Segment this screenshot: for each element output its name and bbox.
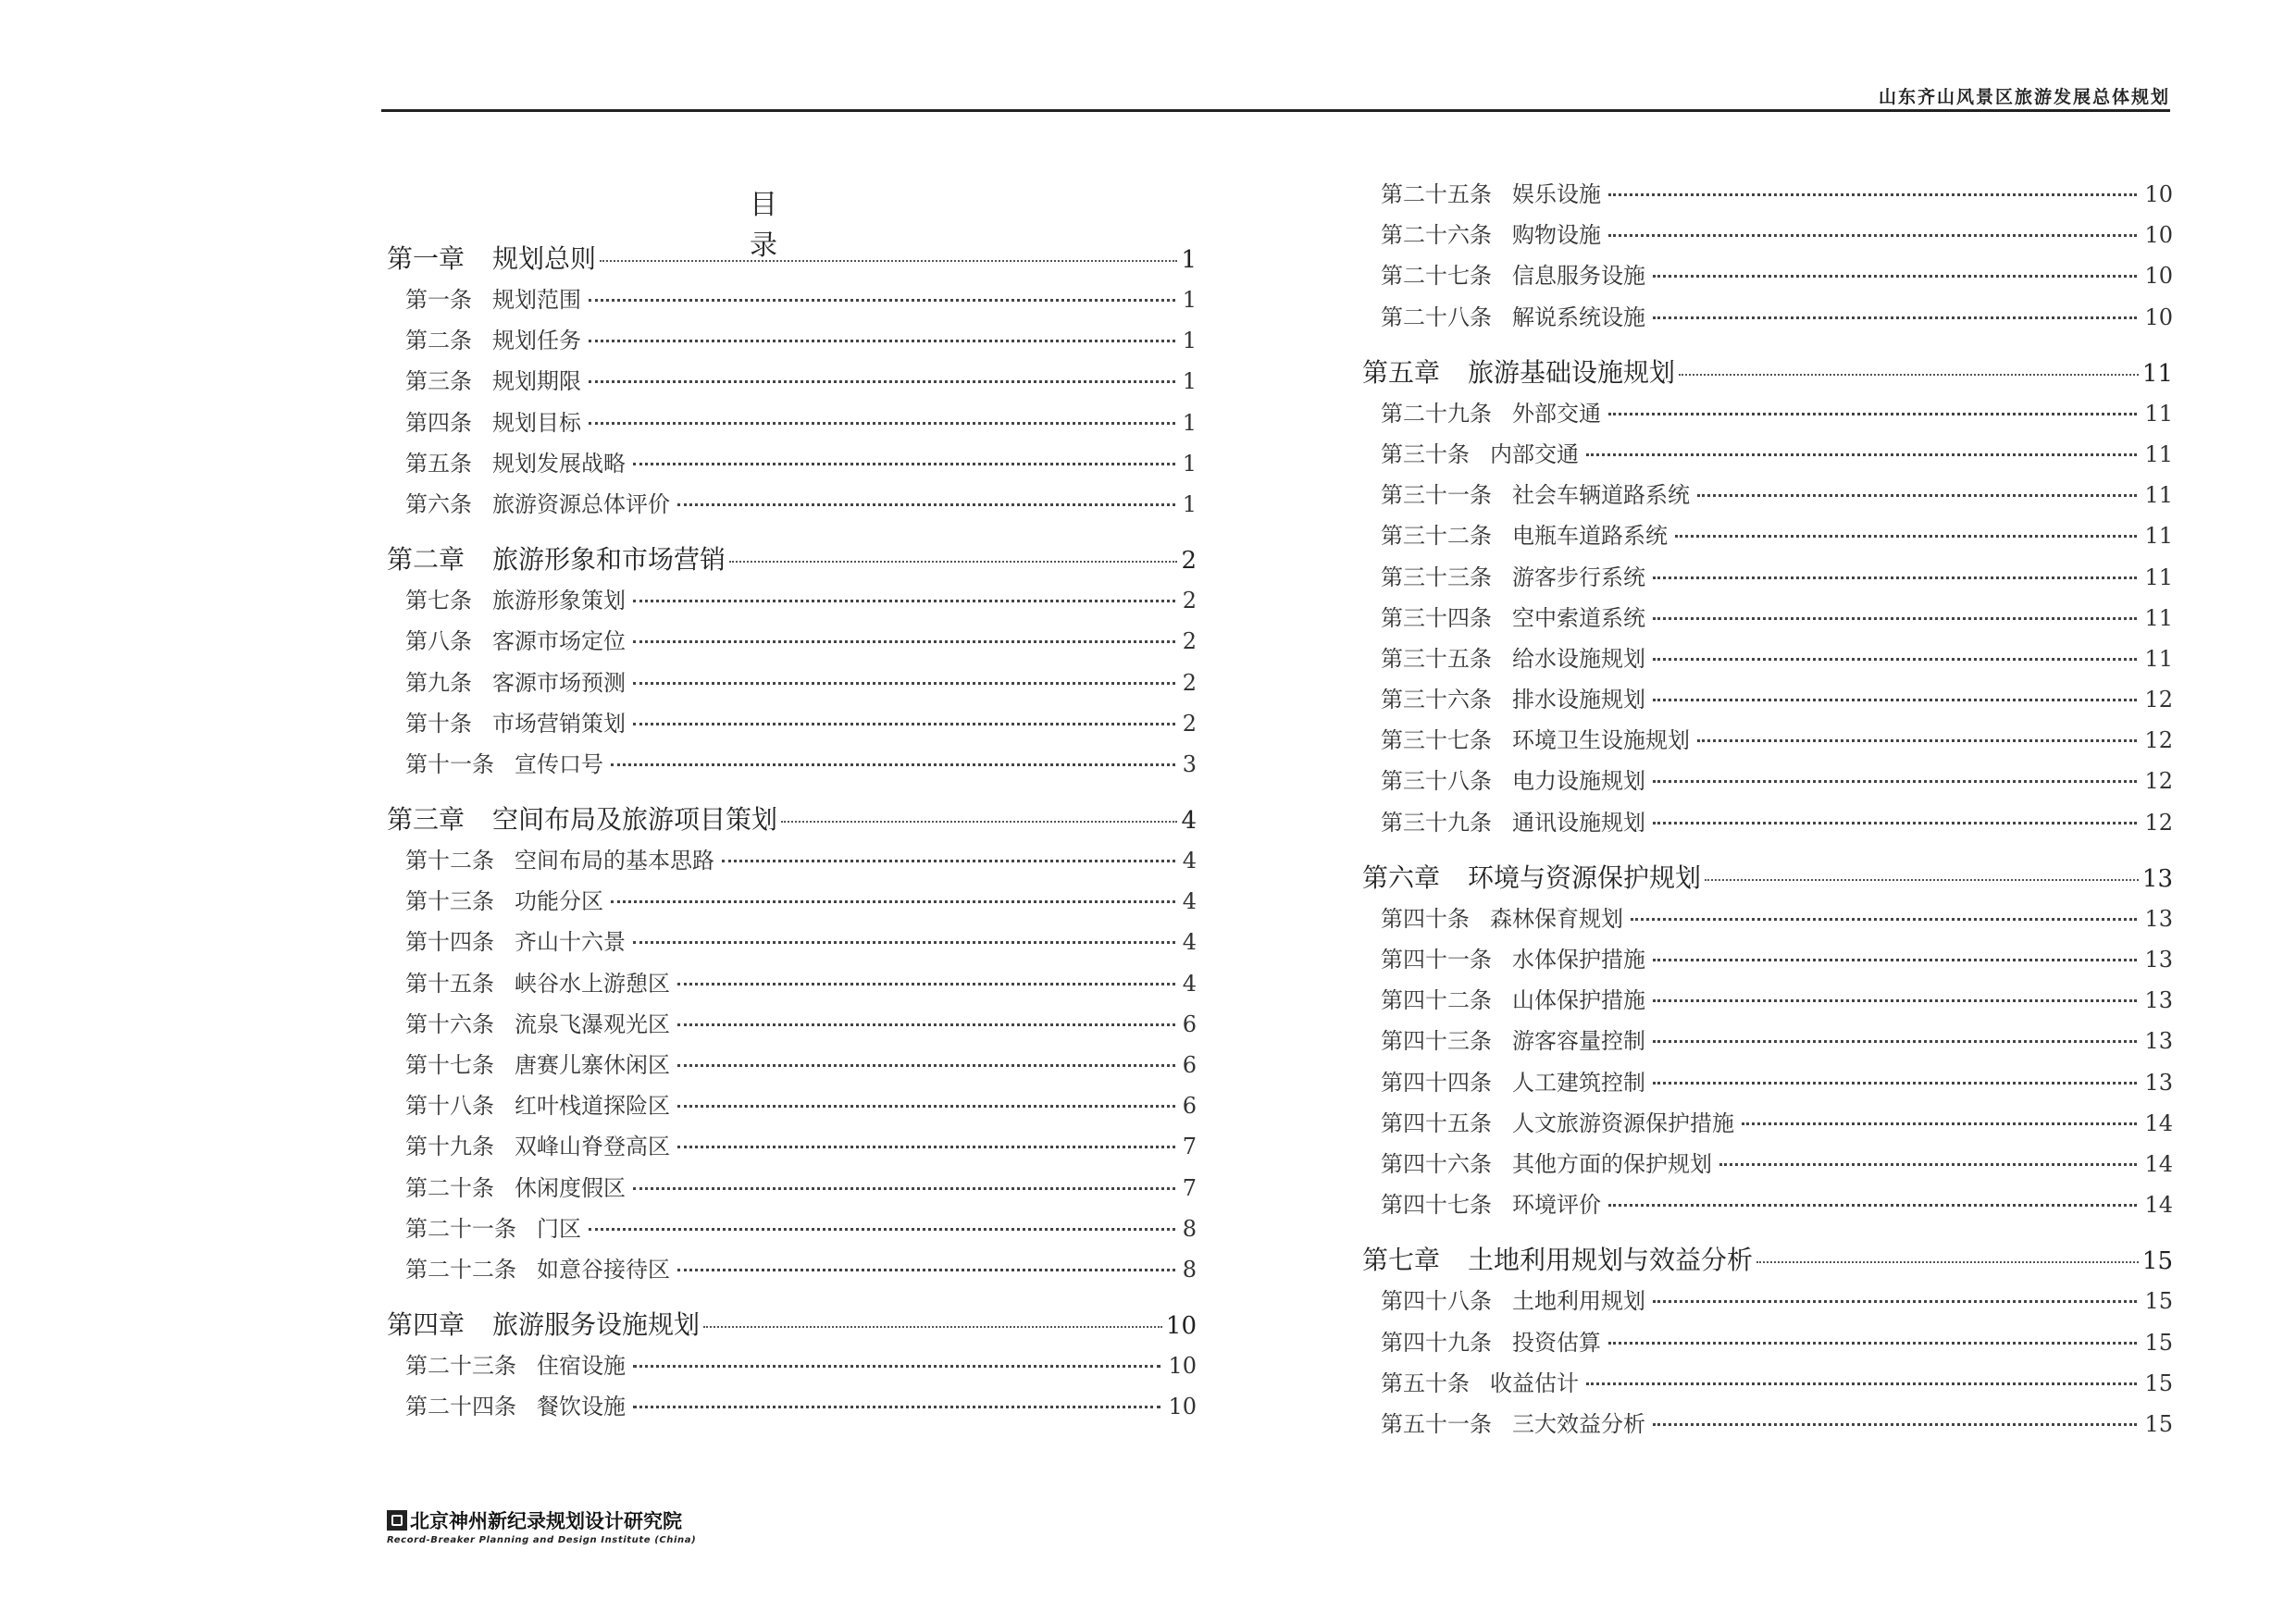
page-number: 1: [1182, 328, 1197, 354]
article-title: 水体保护措施: [1512, 947, 1645, 973]
toc-article-entry[interactable]: [1362, 1186, 2173, 1227]
page-number: 13: [2144, 1069, 2173, 1096]
toc-article-entry[interactable]: [1362, 257, 2173, 298]
toc-article-entry[interactable]: [387, 705, 1197, 746]
dot-leader: [781, 821, 1177, 823]
toc-article-entry[interactable]: [387, 1006, 1197, 1047]
chapter-number: 第六章: [1362, 862, 1441, 893]
dot-leader: [600, 260, 1177, 262]
toc-article-entry[interactable]: [1362, 804, 2173, 845]
dot-leader: [1586, 453, 2137, 456]
article-number: 第四十条: [1381, 905, 1470, 932]
article-number: 第四条: [405, 409, 472, 436]
article-number: 第三十八条: [1381, 768, 1492, 795]
article-number: 第五十一条: [1381, 1410, 1492, 1437]
article-title: 规划目标: [492, 409, 581, 436]
page-number: 4: [1181, 807, 1197, 836]
article-number: 第八条: [405, 628, 472, 655]
article-number: 第二十四条: [405, 1394, 516, 1420]
dot-leader: [1675, 535, 2137, 538]
article-title: 人工建筑控制: [1512, 1069, 1645, 1096]
article-title: 娱乐设施: [1512, 181, 1601, 207]
dot-leader: [1608, 234, 2137, 237]
dot-leader: [677, 503, 1175, 506]
article-number: 第三十一条: [1381, 482, 1492, 509]
page-number: 1: [1182, 450, 1197, 477]
article-title: 唐赛儿寨休闲区: [515, 1052, 670, 1078]
chapter-number: 第一章: [387, 243, 465, 274]
article-title: 排水设施规划: [1512, 687, 1645, 713]
page-number: 4: [1182, 888, 1197, 915]
toc-article-entry[interactable]: [387, 924, 1197, 964]
dot-leader: [633, 600, 1175, 602]
dot-leader: [1653, 1300, 2137, 1303]
dot-leader: [1742, 1122, 2137, 1125]
toc-article-entry[interactable]: [387, 664, 1197, 705]
dot-leader: [1697, 494, 2137, 497]
dot-leader: [611, 763, 1175, 766]
dot-leader: [633, 463, 1175, 465]
article-number: 第四十五条: [1381, 1110, 1492, 1136]
article-number: 第三十三条: [1381, 564, 1492, 590]
page-number: 1: [1182, 409, 1197, 436]
chapter-title: 旅游服务设施规划: [492, 1309, 701, 1341]
dot-leader: [1653, 316, 2137, 319]
dot-leader: [1653, 822, 2137, 824]
page-number: 10: [1165, 1312, 1197, 1341]
toc-article-entry[interactable]: [1362, 559, 2173, 600]
page-number: 4: [1182, 970, 1197, 997]
dot-leader: [677, 1064, 1175, 1067]
article-title: 外部交通: [1512, 400, 1601, 427]
article-number: 第三十条: [1381, 440, 1470, 467]
page-number: 2: [1181, 547, 1197, 576]
page-number: 10: [1168, 1353, 1197, 1380]
dot-leader: [1653, 1082, 2137, 1085]
dot-leader: [1756, 1261, 2139, 1263]
toc-article-entry[interactable]: [1362, 722, 2173, 762]
toc-article-entry[interactable]: [387, 322, 1197, 363]
institute-logo-icon: [387, 1510, 407, 1531]
article-number: 第二十一条: [405, 1215, 516, 1242]
article-number: 第十六条: [405, 1010, 494, 1037]
article-number: 第九条: [405, 669, 472, 696]
article-title: 峡谷水上游憩区: [515, 970, 670, 997]
dot-leader: [1653, 658, 2137, 661]
article-title: 解说系统设施: [1512, 304, 1645, 330]
page-number: 10: [2144, 304, 2173, 330]
article-title: 空中索道系统: [1512, 604, 1645, 631]
article-title: 休闲度假区: [515, 1174, 626, 1201]
article-title: 双峰山脊登高区: [515, 1134, 670, 1160]
toc-article-entry[interactable]: [1362, 1324, 2173, 1365]
dot-leader: [1608, 413, 2137, 415]
article-number: 第二十二条: [405, 1256, 516, 1283]
dot-leader: [677, 1146, 1175, 1148]
chapter-title: 土地利用规划与效益分析: [1468, 1245, 1754, 1276]
article-title: 购物设施: [1512, 222, 1601, 249]
page-number: 1: [1182, 287, 1197, 313]
article-number: 第四十四条: [1381, 1069, 1492, 1096]
page-number: 13: [2144, 1028, 2173, 1055]
chapter-title: 旅游形象和市场营销: [492, 544, 726, 576]
article-number: 第十九条: [405, 1134, 494, 1160]
page-number: 10: [2144, 222, 2173, 249]
article-title: 如意谷接待区: [537, 1256, 670, 1283]
toc-article-entry[interactable]: [387, 883, 1197, 924]
toc-article-entry[interactable]: [1362, 395, 2173, 436]
toc-chapter-entry[interactable]: [387, 229, 1197, 281]
page-number: 11: [2144, 440, 2173, 467]
dot-leader: [633, 1365, 1160, 1368]
toc-article-entry[interactable]: [1362, 217, 2173, 257]
page-number: 1: [1182, 490, 1197, 517]
page-number: 6: [1182, 1093, 1197, 1120]
dot-leader: [1653, 617, 2137, 620]
page-number: 1: [1182, 368, 1197, 395]
article-number: 第二十八条: [1381, 304, 1492, 330]
article-number: 第十五条: [405, 970, 494, 997]
toc-article-entry[interactable]: [1362, 1146, 2173, 1186]
toc-article-entry[interactable]: [387, 1128, 1197, 1169]
dot-leader: [1631, 918, 2137, 921]
dot-leader: [589, 422, 1175, 425]
toc-article-entry[interactable]: [387, 445, 1197, 486]
article-title: 旅游形象策划: [492, 588, 626, 614]
dot-leader: [1653, 780, 2137, 783]
page-number: 13: [2144, 987, 2173, 1014]
dot-leader: [1653, 1423, 2137, 1426]
page-number: 4: [1182, 848, 1197, 874]
dot-leader: [589, 380, 1175, 383]
article-number: 第十七条: [405, 1052, 494, 1078]
toc-chapter-entry[interactable]: [387, 790, 1197, 842]
article-title: 红叶栈道探险区: [515, 1093, 670, 1120]
dot-leader: [611, 900, 1175, 903]
dot-leader: [633, 1406, 1160, 1408]
toc-article-entry[interactable]: [387, 486, 1197, 527]
toc-right-column: [1362, 176, 2173, 1446]
article-title: 空间布局的基本思路: [515, 848, 714, 874]
toc-article-entry[interactable]: [1362, 1283, 2173, 1323]
article-title: 社会车辆道路系统: [1512, 482, 1690, 509]
page-number: 12: [2144, 727, 2173, 754]
article-number: 第二十条: [405, 1174, 494, 1201]
chapter-number: 第三章: [387, 804, 465, 836]
toc-article-entry[interactable]: [387, 404, 1197, 445]
page-number: 8: [1182, 1256, 1197, 1283]
toc-article-entry[interactable]: [1362, 600, 2173, 640]
page-number: 12: [2144, 768, 2173, 795]
article-number: 第三十六条: [1381, 687, 1492, 713]
page-number: 4: [1182, 929, 1197, 956]
article-title: 住宿设施: [537, 1353, 626, 1380]
page-number: 2: [1182, 588, 1197, 614]
dot-leader: [1586, 1382, 2137, 1385]
article-number: 第二十五条: [1381, 181, 1492, 207]
page-number: 1: [1181, 246, 1197, 274]
page-number: 10: [1168, 1394, 1197, 1420]
institute-logo: [387, 1506, 696, 1545]
article-number: 第三十二条: [1381, 523, 1492, 550]
article-title: 旅游资源总体评价: [492, 490, 670, 517]
toc-article-entry[interactable]: [387, 1347, 1197, 1388]
toc-article-entry[interactable]: [1362, 900, 2173, 941]
page-number: 10: [2144, 181, 2173, 207]
article-title: 内部交通: [1490, 440, 1579, 467]
page-number: 2: [1182, 710, 1197, 737]
page-number: 13: [2144, 947, 2173, 973]
page-number: 11: [2144, 604, 2173, 631]
toc-article-entry[interactable]: [1362, 1406, 2173, 1446]
dot-leader: [677, 1023, 1175, 1026]
article-number: 第六条: [405, 490, 472, 517]
page-number: 2: [1182, 669, 1197, 696]
toc-article-entry[interactable]: [1362, 436, 2173, 477]
dot-leader: [633, 1187, 1175, 1190]
page-number: 12: [2144, 809, 2173, 836]
toc-article-entry[interactable]: [387, 965, 1197, 1006]
article-title: 市场营销策划: [492, 710, 626, 737]
dot-leader: [1705, 879, 2139, 881]
article-number: 第二十七条: [1381, 263, 1492, 290]
dot-leader: [589, 340, 1175, 342]
article-number: 第七条: [405, 588, 472, 614]
document-header-title: 山东齐山风景区旅游发展总体规划: [1878, 87, 2170, 107]
toc-article-entry[interactable]: [1362, 1105, 2173, 1146]
dot-leader: [1697, 739, 2137, 742]
toc-article-entry[interactable]: [1362, 1064, 2173, 1105]
dot-leader: [729, 561, 1177, 563]
page-number: 6: [1182, 1052, 1197, 1078]
article-title: 齐山十六景: [515, 929, 626, 956]
dot-leader: [1653, 275, 2137, 278]
page-number: 11: [2144, 400, 2173, 427]
chapter-number: 第五章: [1362, 356, 1441, 388]
article-title: 投资估算: [1512, 1329, 1601, 1356]
article-title: 人文旅游资源保护措施: [1512, 1110, 1734, 1136]
toc-article-entry[interactable]: [1362, 517, 2173, 558]
page-number: 15: [2144, 1288, 2173, 1315]
chapter-title: 规划总则: [492, 243, 597, 274]
article-number: 第二条: [405, 328, 472, 354]
page-number: 10: [2144, 263, 2173, 290]
dot-leader: [1653, 959, 2137, 961]
toc-article-entry[interactable]: [387, 1210, 1197, 1251]
toc-article-entry[interactable]: [1362, 762, 2173, 803]
article-title: 游客容量控制: [1512, 1028, 1645, 1055]
toc-article-entry[interactable]: [1362, 941, 2173, 982]
toc-article-entry[interactable]: [387, 1087, 1197, 1128]
article-title: 规划期限: [492, 368, 581, 395]
page-number: 14: [2144, 1110, 2173, 1136]
article-number: 第五条: [405, 450, 472, 477]
page-number: 11: [2144, 523, 2173, 550]
dot-leader: [589, 1228, 1175, 1231]
toc-left-column: [387, 229, 1197, 1430]
article-number: 第十三条: [405, 888, 494, 915]
article-number: 第一条: [405, 287, 472, 313]
toc-article-entry[interactable]: [1362, 982, 2173, 1023]
dot-leader: [1608, 1204, 2137, 1207]
article-title: 客源市场定位: [492, 628, 626, 655]
toc-article-entry[interactable]: [1362, 477, 2173, 517]
article-title: 流泉飞瀑观光区: [515, 1010, 670, 1037]
header-divider: [381, 109, 2170, 112]
toc-article-entry[interactable]: [387, 746, 1197, 787]
article-title: 游客步行系统: [1512, 564, 1645, 590]
dot-leader: [1608, 193, 2137, 196]
chapter-title: 环境与资源保护规划: [1468, 862, 1702, 893]
chapter-number: 第四章: [387, 1309, 465, 1341]
article-number: 第十二条: [405, 848, 494, 874]
toc-article-entry[interactable]: [1362, 1365, 2173, 1406]
toc-article-entry[interactable]: [387, 582, 1197, 623]
article-title: 土地利用规划: [1512, 1288, 1645, 1315]
dot-leader: [722, 860, 1175, 862]
article-title: 餐饮设施: [537, 1394, 626, 1420]
toc-chapter-entry[interactable]: [1362, 343, 2173, 395]
article-title: 客源市场预测: [492, 669, 626, 696]
article-number: 第三十四条: [1381, 604, 1492, 631]
article-title: 功能分区: [515, 888, 603, 915]
article-number: 第四十三条: [1381, 1028, 1492, 1055]
article-number: 第五十条: [1381, 1370, 1470, 1396]
page-number: 3: [1182, 750, 1197, 777]
article-title: 电力设施规划: [1512, 768, 1645, 795]
toc-article-entry[interactable]: [387, 1170, 1197, 1210]
dot-leader: [1679, 374, 2139, 376]
toc-title: 目 录: [750, 189, 796, 262]
article-number: 第三条: [405, 368, 472, 395]
article-number: 第四十八条: [1381, 1288, 1492, 1315]
article-title: 其他方面的保护规划: [1512, 1150, 1712, 1177]
page-number: 6: [1182, 1010, 1197, 1037]
institute-name-en: Record-Breaker Planning and Design Institute (China): [387, 1535, 697, 1545]
article-title: 规划发展战略: [492, 450, 626, 477]
toc-article-entry[interactable]: [387, 623, 1197, 663]
toc-article-entry[interactable]: [1362, 176, 2173, 217]
article-number: 第三十九条: [1381, 809, 1492, 836]
dot-leader: [1653, 999, 2137, 1002]
dot-leader: [677, 1105, 1175, 1108]
dot-leader: [1653, 1040, 2137, 1043]
dot-leader: [677, 983, 1175, 986]
article-title: 规划范围: [492, 287, 581, 313]
page-number: 11: [2144, 482, 2173, 509]
chapter-title: 空间布局及旅游项目策划: [492, 804, 778, 836]
page-number: 11: [2141, 359, 2173, 388]
toc-chapter-entry[interactable]: [387, 530, 1197, 582]
page-number: 11: [2144, 564, 2173, 590]
article-number: 第十四条: [405, 929, 494, 956]
page-number: 14: [2144, 1150, 2173, 1177]
article-number: 第十一条: [405, 750, 494, 777]
article-number: 第二十三条: [405, 1353, 516, 1380]
article-title: 宣传口号: [515, 750, 603, 777]
page-number: 15: [2144, 1370, 2173, 1396]
dot-leader: [633, 682, 1175, 685]
toc-article-entry[interactable]: [387, 363, 1197, 403]
page-number: 15: [2144, 1329, 2173, 1356]
page-number: 12: [2144, 687, 2173, 713]
article-number: 第二十九条: [1381, 400, 1492, 427]
chapter-title: 旅游基础设施规划: [1468, 356, 1676, 388]
article-title: 收益估计: [1490, 1370, 1579, 1396]
toc-article-entry[interactable]: [1362, 299, 2173, 340]
toc-article-entry[interactable]: [1362, 681, 2173, 722]
dot-leader: [633, 640, 1175, 643]
page-number: 13: [2141, 864, 2173, 893]
page-number: 7: [1182, 1134, 1197, 1160]
article-number: 第四十七条: [1381, 1192, 1492, 1219]
article-title: 森林保育规划: [1490, 905, 1623, 932]
page-number: 15: [2144, 1410, 2173, 1437]
toc-article-entry[interactable]: [387, 842, 1197, 883]
article-title: 三大效益分析: [1512, 1410, 1645, 1437]
article-number: 第四十六条: [1381, 1150, 1492, 1177]
dot-leader: [589, 299, 1175, 302]
toc-chapter-entry[interactable]: [387, 1295, 1197, 1347]
toc-article-entry[interactable]: [387, 1047, 1197, 1087]
toc-article-entry[interactable]: [1362, 1023, 2173, 1063]
dot-leader: [1653, 699, 2137, 701]
article-number: 第十八条: [405, 1093, 494, 1120]
dot-leader: [1608, 1342, 2137, 1345]
dot-leader: [633, 941, 1175, 944]
dot-leader: [1719, 1163, 2137, 1166]
chapter-number: 第二章: [387, 544, 465, 576]
article-number: 第二十六条: [1381, 222, 1492, 249]
page-number: 11: [2144, 645, 2173, 672]
article-title: 环境卫生设施规划: [1512, 727, 1690, 754]
dot-leader: [633, 723, 1175, 725]
dot-leader: [1653, 576, 2137, 579]
page-number: 13: [2144, 905, 2173, 932]
page-number: 8: [1182, 1215, 1197, 1242]
article-title: 环境评价: [1512, 1192, 1601, 1219]
toc-article-entry[interactable]: [1362, 640, 2173, 681]
article-title: 给水设施规划: [1512, 645, 1645, 672]
article-title: 门区: [537, 1215, 581, 1242]
dot-leader: [703, 1326, 1162, 1328]
article-number: 第三十七条: [1381, 727, 1492, 754]
article-title: 山体保护措施: [1512, 987, 1645, 1014]
page-number: 14: [2144, 1192, 2173, 1219]
page-number: 7: [1182, 1174, 1197, 1201]
article-title: 通讯设施规划: [1512, 809, 1645, 836]
toc-article-entry[interactable]: [387, 1251, 1197, 1292]
dot-leader: [677, 1269, 1175, 1271]
page-number: 2: [1182, 628, 1197, 655]
article-number: 第四十一条: [1381, 947, 1492, 973]
article-number: 第十条: [405, 710, 472, 737]
article-number: 第四十九条: [1381, 1329, 1492, 1356]
chapter-number: 第七章: [1362, 1245, 1441, 1276]
article-title: 规划任务: [492, 328, 581, 354]
toc-article-entry[interactable]: [387, 281, 1197, 322]
article-title: 信息服务设施: [1512, 263, 1645, 290]
article-number: 第四十二条: [1381, 987, 1492, 1014]
page-number: 15: [2141, 1247, 2173, 1276]
article-number: 第三十五条: [1381, 645, 1492, 672]
institute-name: 北京神州新纪录规划设计研究院: [410, 1510, 682, 1532]
toc-article-entry[interactable]: [387, 1388, 1197, 1429]
toc-chapter-entry[interactable]: [1362, 1231, 2173, 1283]
article-title: 电瓶车道路系统: [1512, 523, 1668, 550]
toc-chapter-entry[interactable]: [1362, 849, 2173, 900]
